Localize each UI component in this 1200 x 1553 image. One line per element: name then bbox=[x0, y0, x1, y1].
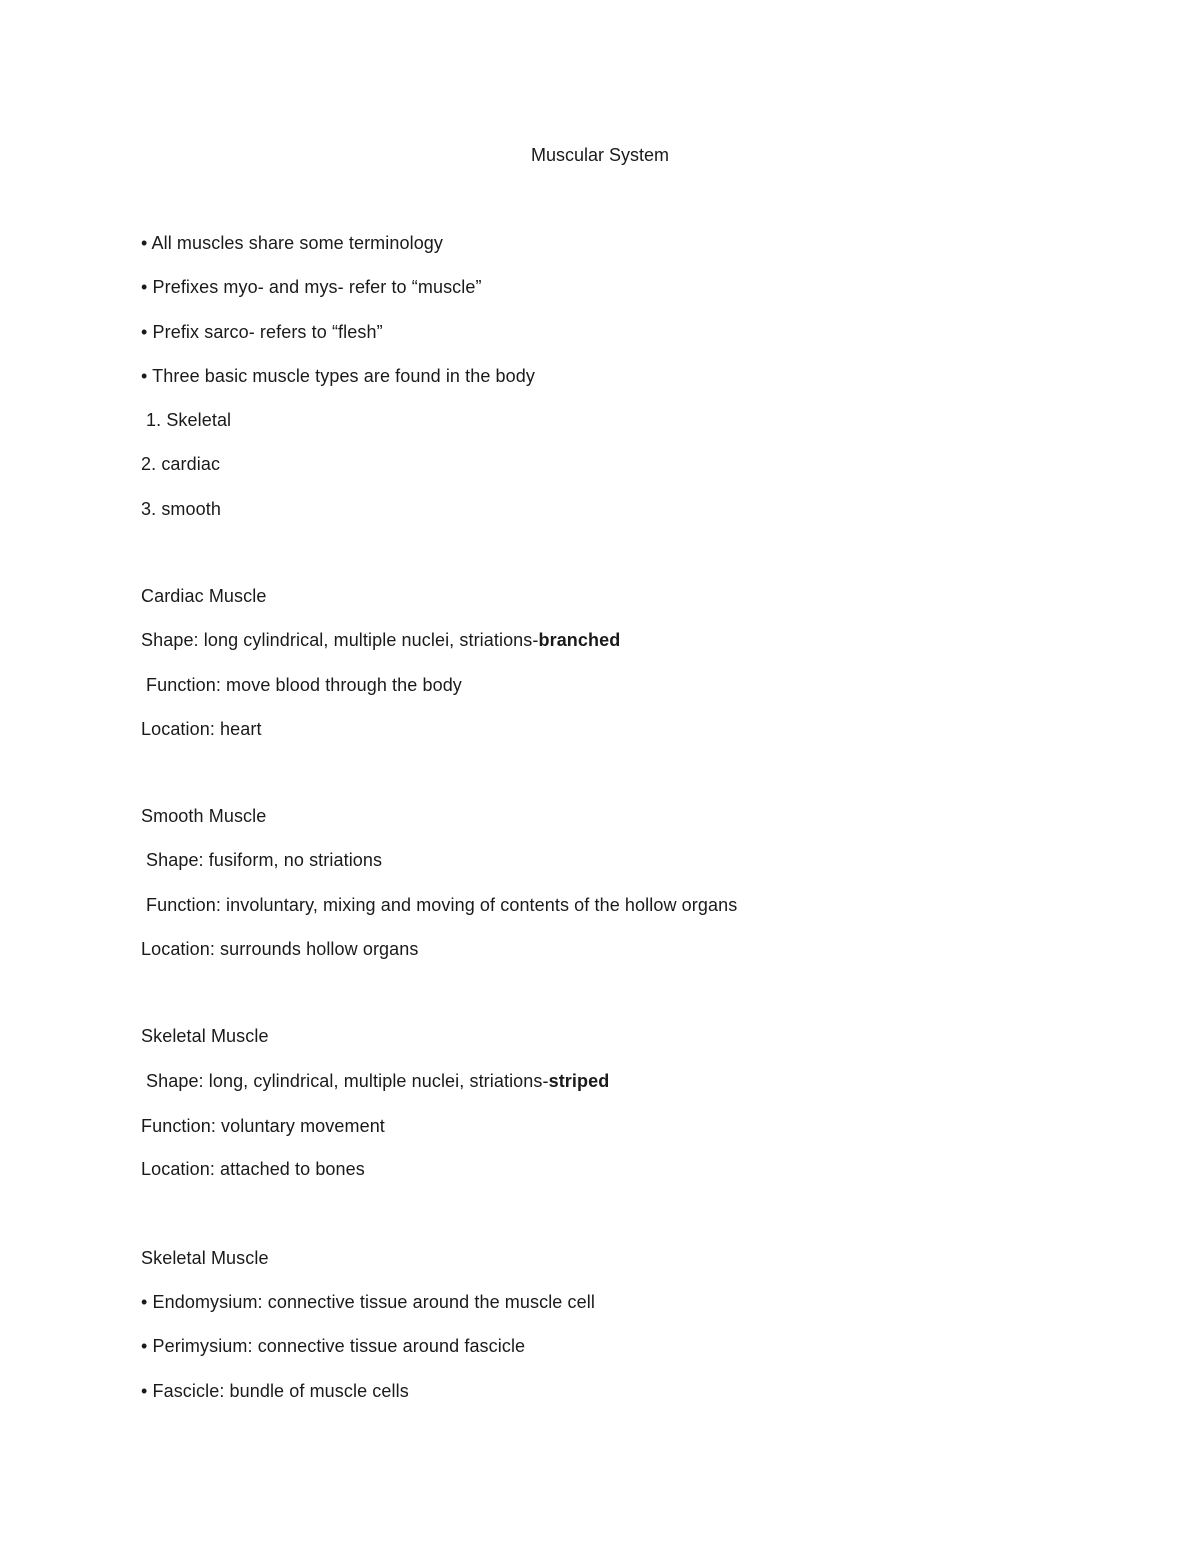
skeletal-bullet: • Fascicle: bundle of muscle cells bbox=[141, 1381, 409, 1401]
section-heading-skeletal: Skeletal Muscle bbox=[141, 1026, 269, 1046]
intro-bullet: • All muscles share some terminology bbox=[141, 233, 444, 253]
skeletal-shape-text: Shape: long, cylindrical, multiple nuclei, striations- bbox=[146, 1071, 549, 1091]
smooth-function: Function: involuntary, mixing and moving of contents of the hollow organs bbox=[146, 895, 738, 915]
muscle-type-item: 2. cardiac bbox=[141, 454, 221, 474]
cardiac-shape bbox=[141, 628, 620, 652]
intro-bullet: • Prefix sarco- refers to “flesh” bbox=[141, 322, 383, 342]
section-heading-cardiac: Cardiac Muscle bbox=[141, 586, 267, 606]
skeletal-shape bbox=[146, 1069, 609, 1093]
intro-bullet: • Prefixes myo- and mys- refer to “muscle” bbox=[141, 277, 482, 297]
skeletal-location: Location: attached to bones bbox=[141, 1159, 365, 1179]
skeletal-bullet: • Perimysium: connective tissue around fascicle bbox=[141, 1336, 526, 1356]
page-title: Muscular System bbox=[530, 145, 670, 165]
cardiac-shape-text: Shape: long cylindrical, multiple nuclei, striations- bbox=[141, 630, 539, 650]
muscle-type-item: 3. smooth bbox=[141, 499, 221, 519]
skeletal-function: Function: voluntary movement bbox=[141, 1116, 385, 1136]
skeletal-bullet: • Endomysium: connective tissue around the muscle cell bbox=[141, 1292, 595, 1312]
smooth-shape: Shape: fusiform, no striations bbox=[146, 850, 383, 870]
section-heading-smooth: Smooth Muscle bbox=[141, 806, 267, 826]
section-heading-skeletal-2: Skeletal Muscle bbox=[141, 1248, 269, 1268]
cardiac-function: Function: move blood through the body bbox=[146, 675, 462, 695]
smooth-location: Location: surrounds hollow organs bbox=[141, 939, 419, 959]
skeletal-shape-bold: striped bbox=[548, 1071, 610, 1091]
cardiac-location: Location: heart bbox=[141, 719, 262, 739]
muscle-type-item: 1. Skeletal bbox=[146, 410, 232, 430]
intro-bullet: • Three basic muscle types are found in the body bbox=[141, 366, 535, 386]
cardiac-shape-bold: branched bbox=[538, 630, 621, 650]
